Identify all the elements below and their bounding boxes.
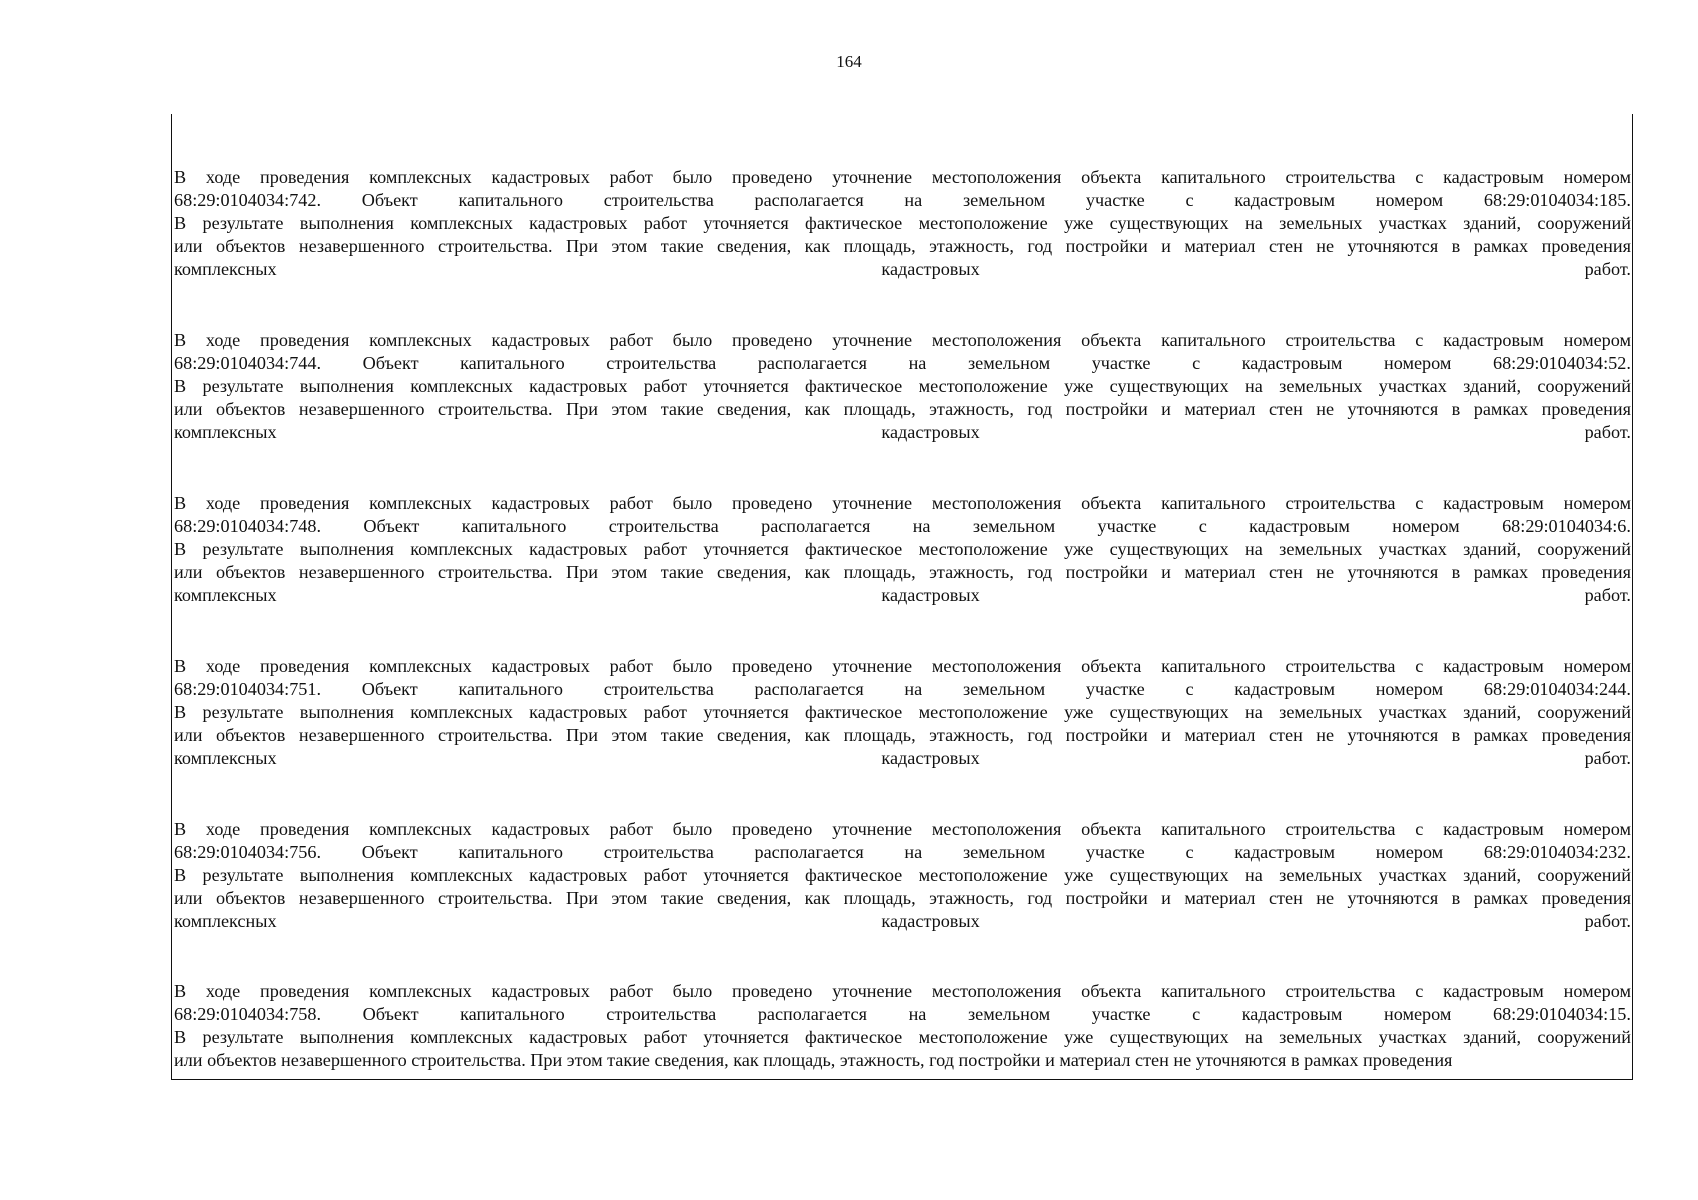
word: номером (1383, 353, 1452, 373)
word: земельном (967, 1004, 1051, 1024)
entry-line-4: или объектов незавершенного строительства. При этом такие сведения, как площадь, этажность, год постройки и материал стен не уточняются в рамках проведения (174, 562, 1631, 582)
word: номером (1383, 1004, 1452, 1024)
word: Объект (362, 1004, 419, 1024)
word: с (1185, 842, 1194, 862)
word: комплексных (174, 422, 277, 442)
word: работ. (1584, 259, 1631, 279)
word: кадастровым (1234, 190, 1335, 210)
word: номером (1375, 190, 1444, 210)
word: на (904, 190, 923, 210)
entry-line-5 (174, 258, 1631, 281)
word: располагается (757, 1004, 867, 1024)
page-number: 164 (836, 52, 862, 71)
entry-line-4: или объектов незавершенного строительства. При этом такие сведения, как площадь, этажность, год постройки и материал стен не уточняются в рамках проведения (174, 888, 1631, 908)
word: земельном (962, 679, 1046, 699)
word: участке (1085, 679, 1145, 699)
entry-line-5 (174, 421, 1631, 444)
word: кадастровых (881, 585, 980, 605)
word: строительства (608, 516, 719, 536)
word: располагается (754, 679, 864, 699)
word: располагается (757, 353, 867, 373)
word: 68:29:0104034:232. (1483, 842, 1631, 862)
word: капитального (458, 190, 564, 210)
entry-line-1: В ходе проведения комплексных кадастровых работ было проведено уточнение местоположения объекта капитального строительства с кадастровым номером (174, 981, 1631, 1001)
entry (174, 492, 1631, 607)
table-frame (171, 114, 1633, 1080)
entry-line-2 (174, 352, 1631, 375)
word: капитального (460, 353, 565, 373)
entry (174, 329, 1631, 444)
word: комплексных (174, 911, 277, 931)
word: строительства (603, 190, 714, 210)
word: участке (1091, 1004, 1151, 1024)
word: 68:29:0104034:756. (174, 842, 322, 862)
word: 68:29:0104034:6. (1502, 516, 1631, 536)
word: 68:29:0104034:244. (1483, 679, 1631, 699)
entry-line-3: В результате выполнения комплексных кадастровых работ уточняется фактическое местоположение уже существующих на земельных участках зданий, сооружений (174, 539, 1631, 559)
word: 68:29:0104034:185. (1483, 190, 1631, 210)
word: кадастровым (1234, 842, 1335, 862)
word: располагается (754, 190, 864, 210)
word: на (912, 516, 931, 536)
word: кадастровым (1241, 353, 1343, 373)
word: 68:29:0104034:758. (174, 1004, 322, 1024)
word: 68:29:0104034:751. (174, 679, 322, 699)
word: земельном (967, 353, 1051, 373)
entry-line-1: В ходе проведения комплексных кадастровых работ было проведено уточнение местоположения объекта капитального строительства с кадастровым номером (174, 330, 1631, 350)
entry-line-2 (174, 1003, 1631, 1026)
word: с (1198, 516, 1207, 536)
word: Объект (362, 353, 419, 373)
entry-line-2 (174, 678, 1631, 701)
entry-line-1: В ходе проведения комплексных кадастровых работ было проведено уточнение местоположения объекта капитального строительства с кадастровым номером (174, 493, 1631, 513)
entry (174, 166, 1631, 281)
entry-line-3: В результате выполнения комплексных кадастровых работ уточняется фактическое местоположение уже существующих на земельных участках зданий, сооружений (174, 1027, 1631, 1047)
word: кадастровых (881, 748, 980, 768)
word: капитального (458, 842, 564, 862)
word: строительства (606, 1004, 717, 1024)
word: Объект (361, 190, 418, 210)
word: работ. (1584, 911, 1631, 931)
entry-line-1: В ходе проведения комплексных кадастровых работ было проведено уточнение местоположения объекта капитального строительства с кадастровым номером (174, 167, 1631, 187)
word: располагается (754, 842, 864, 862)
entry-line-3: В результате выполнения комплексных кадастровых работ уточняется фактическое местоположение уже существующих на земельных участках зданий, сооружений (174, 213, 1631, 233)
entry-line-5 (174, 584, 1631, 607)
word: на (908, 1004, 927, 1024)
word: с (1192, 1004, 1201, 1024)
word: участке (1091, 353, 1151, 373)
word: работ. (1584, 422, 1631, 442)
word: с (1185, 190, 1194, 210)
word: работ. (1584, 585, 1631, 605)
word: строительства (603, 679, 714, 699)
word: на (904, 842, 923, 862)
entry-line-2 (174, 189, 1631, 212)
entry-line-4: или объектов незавершенного строительства. При этом такие сведения, как площадь, этажность, год постройки и материал стен не уточняются в рамках проведения (174, 725, 1631, 745)
entry-line-3: В результате выполнения комплексных кадастровых работ уточняется фактическое местоположение уже существующих на земельных участках зданий, сооружений (174, 376, 1631, 396)
word: строительства (606, 353, 717, 373)
word: капитального (460, 1004, 565, 1024)
word: кадастровым (1249, 516, 1350, 536)
entry (174, 818, 1631, 933)
entry (174, 980, 1631, 1072)
word: номером (1375, 679, 1444, 699)
word: кадастровых (881, 422, 980, 442)
entry-line-4: или объектов незавершенного строительства. При этом такие сведения, как площадь, этажность, год постройки и материал стен не уточняются в рамках проведения (174, 399, 1631, 419)
word: капитального (458, 679, 564, 699)
word: комплексных (174, 585, 277, 605)
word: на (908, 353, 927, 373)
word: 68:29:0104034:15. (1492, 1004, 1631, 1024)
word: комплексных (174, 748, 277, 768)
word: Объект (361, 842, 418, 862)
word: 68:29:0104034:744. (174, 353, 322, 373)
word: кадастровых (881, 911, 980, 931)
word: участке (1085, 842, 1145, 862)
word: работ. (1584, 748, 1631, 768)
word: участке (1097, 516, 1157, 536)
entry-line-1: В ходе проведения комплексных кадастровых работ было проведено уточнение местоположения объекта капитального строительства с кадастровым номером (174, 819, 1631, 839)
word: кадастровых (881, 259, 980, 279)
word: Объект (361, 679, 418, 699)
word: капитального (461, 516, 567, 536)
word: Объект (363, 516, 420, 536)
word: земельном (962, 842, 1046, 862)
word: 68:29:0104034:748. (174, 516, 322, 536)
word: номером (1392, 516, 1460, 536)
word: земельном (972, 516, 1056, 536)
entry (174, 655, 1631, 770)
entry-line-3: В результате выполнения комплексных кадастровых работ уточняется фактическое местоположение уже существующих на земельных участках зданий, сооружений (174, 865, 1631, 885)
word: кадастровым (1241, 1004, 1343, 1024)
word: на (904, 679, 923, 699)
entry-line-2 (174, 515, 1631, 538)
word: с (1185, 679, 1194, 699)
entry-line-1: В ходе проведения комплексных кадастровых работ было проведено уточнение местоположения объекта капитального строительства с кадастровым номером (174, 656, 1631, 676)
word: строительства (603, 842, 714, 862)
entry-line-4: или объектов незавершенного строительства. При этом такие сведения, как площадь, этажность, год постройки и материал стен не уточняются в рамках проведения (174, 236, 1631, 256)
word: комплексных (174, 259, 277, 279)
word: земельном (962, 190, 1046, 210)
word: располагается (761, 516, 871, 536)
entry-line-4: или объектов незавершенного строительства. При этом такие сведения, как площадь, этажность, год постройки и материал стен не уточняются в рамках проведения (174, 1050, 1453, 1070)
entry-line-2 (174, 841, 1631, 864)
entry-line-3: В результате выполнения комплексных кадастровых работ уточняется фактическое местоположение уже существующих на земельных участках зданий, сооружений (174, 702, 1631, 722)
word: номером (1375, 842, 1444, 862)
entry-line-5 (174, 747, 1631, 770)
word: кадастровым (1234, 679, 1335, 699)
word: с (1192, 353, 1201, 373)
word: 68:29:0104034:742. (174, 190, 322, 210)
entry-line-5 (174, 910, 1631, 933)
word: 68:29:0104034:52. (1492, 353, 1631, 373)
word: участке (1085, 190, 1145, 210)
